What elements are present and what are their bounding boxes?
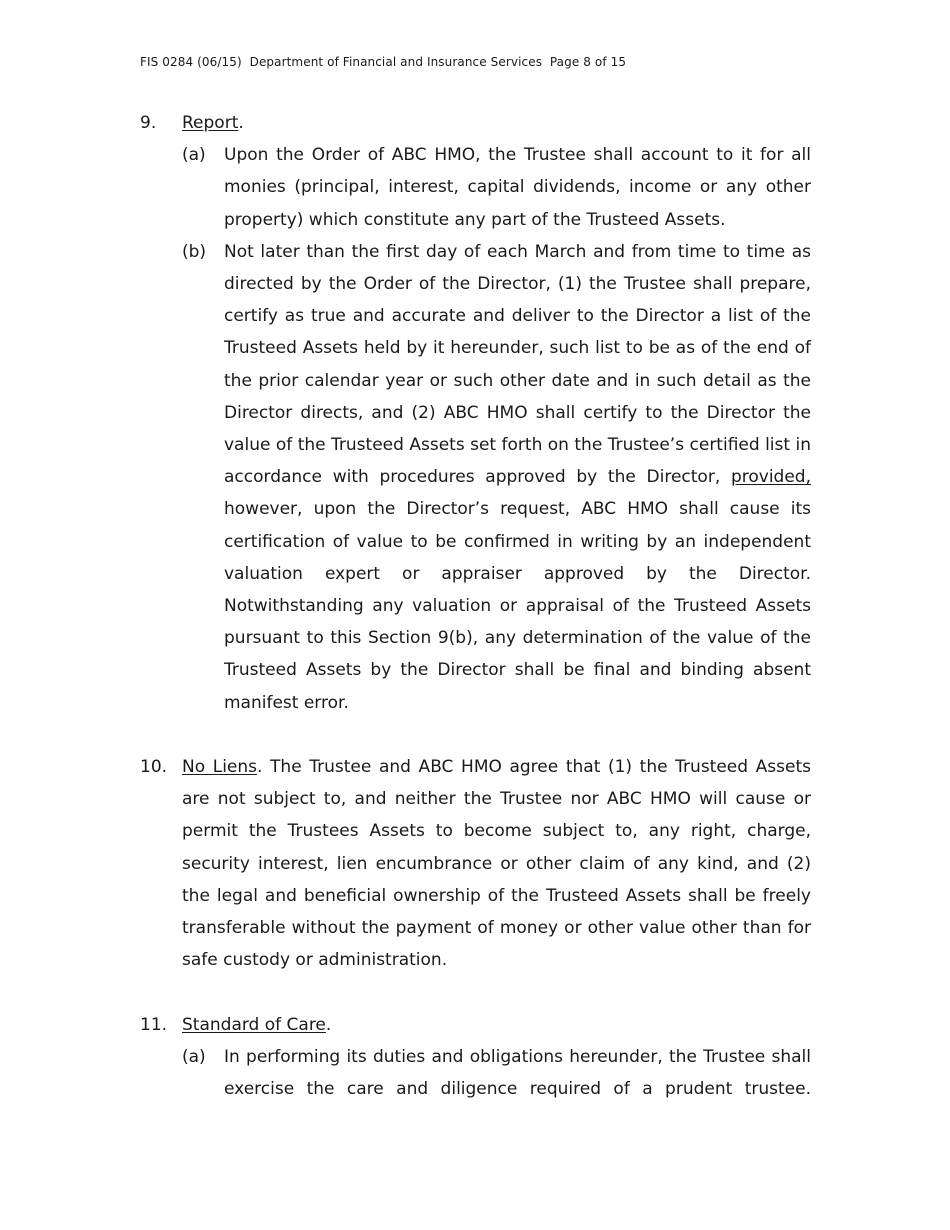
emphasis-provided: provided, bbox=[730, 467, 811, 488]
section-number: 9. bbox=[140, 113, 157, 133]
title-suffix: . bbox=[238, 113, 244, 133]
section-9 bbox=[140, 107, 811, 719]
section-body bbox=[182, 1009, 811, 1106]
section-title: Report bbox=[182, 113, 239, 133]
item-text: Upon the Order of ABC HMO, the Trustee shall account to it for all monies (principal, interest, capital dividends, income or any other property) which constitute any part of the Trusteed Assets. bbox=[224, 145, 811, 230]
section-title: Standard of Care bbox=[182, 1014, 326, 1035]
title-suffix: . bbox=[325, 1014, 332, 1035]
section-body bbox=[182, 107, 811, 719]
list-item-9a bbox=[182, 139, 811, 236]
section-heading bbox=[182, 107, 811, 139]
section-title: No Liens bbox=[182, 757, 258, 778]
list-item-9b bbox=[182, 236, 811, 719]
section-body bbox=[182, 751, 811, 976]
page-header: FIS 0284 (06/15) Department of Financial and Insurance Services Page 8 of 15 bbox=[140, 55, 627, 69]
section-text: . The Trustee and ABC HMO agree that (1) the Trusteed Assets are not subject to, and neither the Trustee nor ABC HMO will cause or permit the Trustees Assets to become subject to, any right, charge, security interest, lien encumbrance or other claim of any kind, and (2) the legal and beneficial ownership of the Trusteed Assets shall be freely transferable without the payment of money or other value other than for safe custody or administration. bbox=[182, 757, 811, 971]
item-label: (a) bbox=[182, 145, 206, 166]
section-10 bbox=[140, 751, 811, 976]
section-number: 11. bbox=[140, 1014, 168, 1035]
section-11 bbox=[140, 1009, 811, 1106]
list-item-11a bbox=[182, 1041, 811, 1105]
spacer bbox=[140, 719, 811, 751]
item-text-part2: however, upon the Director’s request, ABC HMO shall cause its certification of value to be confirmed in writing by an independent valuation expert or appraiser approved by the Director. Notwithstanding any valuation or appraisal of the Trusteed Assets pursuant to this Section 9(b), any determination of the value of the Trusteed Assets by the Director shall be final and binding absent manifest error. bbox=[224, 499, 811, 713]
item-text: In performing its duties and obligations hereunder, the Trustee shall exercise the care and diligence required of a prudent trustee. bbox=[224, 1046, 811, 1100]
item-text-part1: Not later than the first day of each March and from time to time as directed by the Order of the Director, (1) the Trustee shall prepare, certify as true and accurate and deliver to the Director a list of the Trusteed Assets held by it hereunder, such list to be as of the end of the prior calendar year or such other date and in such detail as the Director directs, and (2) ABC HMO shall certify to the Director the value of the Trusteed Assets set forth on the Trustee’s certified list in accordance with procedures approved by the Director, bbox=[224, 241, 811, 488]
section-heading bbox=[182, 1009, 811, 1041]
item-label: (a) bbox=[182, 1046, 206, 1067]
spacer bbox=[140, 976, 811, 1008]
item-label: (b) bbox=[182, 241, 207, 262]
document-body bbox=[140, 107, 811, 1105]
section-number: 10. bbox=[140, 757, 168, 778]
